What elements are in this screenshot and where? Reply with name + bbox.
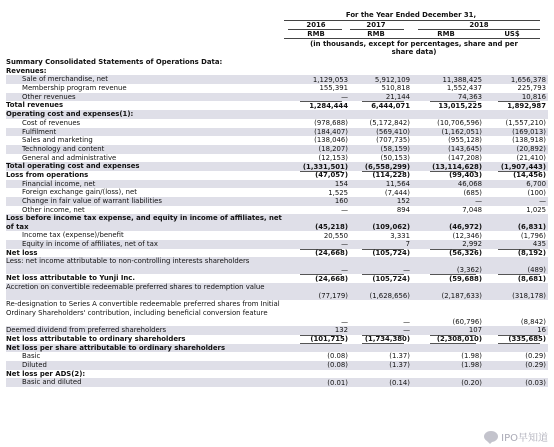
row-value: (50,153)	[380, 153, 410, 162]
table-row	[6, 206, 548, 215]
row-label: Operating cost and expenses(1):	[6, 110, 134, 119]
table-row	[6, 162, 548, 171]
row-value: (1.98)	[461, 361, 482, 370]
row-value: 3,331	[390, 231, 410, 240]
row-value: (1,331,501)	[302, 162, 348, 171]
row-value: (59,688)	[449, 274, 482, 283]
row-label: Equity in income of affiliates, net of tax	[22, 240, 158, 249]
row-label: Net loss per ADS(2):	[6, 369, 86, 378]
table-row	[6, 257, 548, 274]
table-row	[6, 352, 548, 361]
row-value: 894	[396, 205, 410, 214]
table-row	[6, 58, 548, 67]
row-value: (10,706,596)	[437, 119, 482, 128]
year-2018: 2018	[469, 21, 489, 29]
row-label: Foreign exchange gain/(loss), net	[22, 188, 137, 197]
row-value: (13,114,628)	[432, 162, 482, 171]
row-value: 1,025	[526, 205, 546, 214]
currency-rule	[284, 38, 540, 39]
table-row	[6, 93, 548, 102]
row-value: 510,818	[381, 84, 410, 93]
row-value: (114,228)	[372, 171, 410, 180]
row-label: Re-designation to Series A convertible redeemable preferred shares from Initial Ordinary Shareholders' contribution, including beneficial conversion feature	[6, 300, 280, 317]
row-value: (109,062)	[372, 222, 410, 231]
row-label: Deemed dividend from preferred shareholders	[6, 326, 167, 335]
currency-2016: RMB	[307, 30, 325, 38]
row-label: Diluted	[22, 360, 47, 369]
row-value: (707,735)	[376, 136, 410, 145]
row-value: (143,645)	[448, 145, 482, 154]
row-value: (105,724)	[372, 274, 410, 283]
table-row	[6, 84, 548, 93]
row-value: (24,668)	[315, 249, 348, 258]
row-value: (3,362)	[456, 266, 482, 275]
table-row	[6, 180, 548, 189]
row-label: Financial income, net	[22, 179, 96, 188]
table-row	[6, 67, 548, 76]
row-label: Summary Consolidated Statements of Operations Data:	[6, 58, 223, 66]
row-value: (0.01)	[327, 378, 348, 387]
row-value: (569,410)	[376, 127, 410, 136]
row-value: (0.20)	[461, 378, 482, 387]
row-value: 6,700	[526, 179, 546, 188]
row-label: Basic	[22, 352, 41, 361]
row-value: 21,144	[385, 93, 410, 102]
row-value: (24,668)	[315, 274, 348, 283]
row-value: (0.08)	[327, 361, 348, 370]
row-label: Loss from operations	[6, 170, 89, 179]
table-row	[6, 231, 548, 240]
row-value: 160	[334, 197, 348, 206]
row-label: Sales and marketing	[22, 136, 93, 145]
row-value: 154	[334, 179, 348, 188]
row-value: (6,831)	[517, 222, 546, 231]
row-value: 1,129,053	[312, 75, 348, 84]
table-row	[6, 75, 548, 84]
row-label: Loss before income tax expense, and equity in income of affiliates, net of tax	[6, 214, 282, 231]
row-value: —	[403, 266, 410, 275]
row-value: 435	[532, 240, 546, 249]
row-label: Accretion on convertible redeemable preferred shares to redemption value	[6, 283, 265, 292]
speech-bubble-icon	[484, 431, 498, 442]
row-value: (318,178)	[512, 291, 546, 300]
row-value: —	[341, 266, 348, 275]
row-label: Net loss per share attributable to ordinary shareholders	[6, 343, 226, 352]
row-value: —	[341, 205, 348, 214]
row-label: Less: net income attributable to non-controlling interests shareholders	[6, 257, 250, 266]
row-value: 1,892,987	[507, 101, 546, 110]
row-label: Fulfilment	[22, 127, 57, 136]
row-value: (8,681)	[517, 274, 546, 283]
row-value: 2,992	[462, 240, 482, 249]
row-value: (1.37)	[389, 352, 410, 361]
row-value: (8,842)	[520, 317, 546, 326]
row-value: (101,715)	[310, 335, 348, 344]
row-value: 20,550	[323, 231, 348, 240]
row-value: (47,057)	[315, 171, 348, 180]
row-value: —	[539, 197, 546, 206]
row-value: 1,656,378	[510, 75, 546, 84]
row-value: 225,793	[517, 84, 546, 93]
row-value: (0.08)	[327, 352, 348, 361]
row-value: (0.29)	[525, 361, 546, 370]
table-row	[6, 370, 548, 379]
row-label: Other income, net	[22, 205, 85, 214]
row-value: (7,444)	[384, 188, 410, 197]
row-value: (2,308,010)	[436, 335, 482, 344]
currency-usd: US$	[504, 30, 520, 38]
statement-table	[6, 58, 548, 387]
row-value: (489)	[527, 266, 546, 275]
row-value: (77,179)	[318, 291, 348, 300]
row-label: Net loss attributable to ordinary shareholders	[6, 334, 186, 343]
year-2017: 2017	[366, 21, 386, 29]
row-value: (60,796)	[452, 317, 482, 326]
table-row	[6, 300, 548, 326]
row-value: (169,013)	[512, 127, 546, 136]
table-row	[6, 283, 548, 300]
currency-2017: RMB	[367, 30, 385, 38]
row-value: 74,363	[457, 93, 482, 102]
row-value: (1,162,051)	[441, 127, 482, 136]
row-label: Other revenues	[22, 92, 76, 101]
row-value: (1,796)	[520, 231, 546, 240]
row-value: —	[341, 317, 348, 326]
table-row	[6, 274, 548, 283]
row-label: Net loss	[6, 248, 38, 257]
row-label: Sale of merchandise, net	[22, 75, 108, 84]
row-value: 10,816	[521, 93, 546, 102]
row-label: Revenues:	[6, 66, 47, 75]
currency-2018: RMB	[437, 30, 455, 38]
row-value: (1,557,210)	[505, 119, 546, 128]
row-value: (20,892)	[516, 145, 546, 154]
table-row	[6, 240, 548, 249]
row-value: 13,015,225	[438, 101, 482, 110]
row-value: 7,048	[462, 205, 482, 214]
row-value: 16	[537, 326, 546, 335]
table-row	[6, 197, 548, 206]
row-value: (147,208)	[448, 153, 482, 162]
row-value: 107	[468, 326, 482, 335]
table-row	[6, 188, 548, 197]
table-row	[6, 378, 548, 387]
table-row	[6, 119, 548, 128]
row-value: (2,187,633)	[441, 291, 482, 300]
row-value: (138,918)	[512, 136, 546, 145]
row-value: (184,407)	[314, 127, 348, 136]
row-label: Membership program revenue	[22, 84, 127, 93]
row-value: 132	[334, 326, 348, 335]
row-value: —	[341, 240, 348, 249]
row-value: (1.37)	[389, 361, 410, 370]
row-label: Total revenues	[6, 101, 64, 110]
row-label: Income tax (expense)/benefit	[22, 231, 124, 240]
row-label: Basic and diluted	[22, 378, 82, 387]
row-value: (0.03)	[525, 378, 546, 387]
row-value: (0.14)	[389, 378, 410, 387]
row-value: (99,403)	[449, 171, 482, 180]
row-value: (105,724)	[372, 249, 410, 258]
unit-note: (in thousands, except for percentages, share and per share data)	[310, 40, 518, 56]
row-value: 11,564	[385, 179, 410, 188]
row-value: —	[403, 317, 410, 326]
row-value: (18,207)	[318, 145, 348, 154]
row-label: Change in fair value of warrant liabilities	[22, 197, 162, 205]
row-label: General and administrative	[22, 153, 117, 162]
row-value: (0.29)	[525, 352, 546, 361]
watermark-text: IPO早知道	[501, 433, 548, 444]
period-header: For the Year Ended December 31,	[345, 11, 477, 19]
row-value: (6,558,299)	[364, 162, 410, 171]
table-row	[6, 344, 548, 353]
row-value: (685)	[463, 188, 482, 197]
row-label: Cost of revenues	[22, 118, 81, 127]
row-value: (14,456)	[513, 171, 546, 180]
table-row	[6, 110, 548, 119]
row-value: 6,444,071	[371, 101, 410, 110]
row-label: Technology and content	[22, 144, 105, 153]
row-value: —	[341, 93, 348, 102]
row-value: (21,410)	[516, 153, 546, 162]
row-value: (955,128)	[448, 136, 482, 145]
year-2016: 2016	[306, 21, 326, 29]
row-value: (100)	[527, 188, 546, 197]
row-value: (978,688)	[314, 119, 348, 128]
row-value: 5,912,109	[374, 75, 410, 84]
row-value: 152	[396, 197, 410, 206]
watermark	[484, 429, 548, 444]
row-value: (46,972)	[449, 222, 482, 231]
row-value: (58,159)	[380, 145, 410, 154]
row-value: (335,685)	[508, 335, 546, 344]
row-value: 11,388,425	[442, 75, 482, 84]
table-row	[6, 171, 548, 180]
table-row	[6, 326, 548, 335]
row-value: (1,907,443)	[500, 162, 546, 171]
row-value: (5,172,842)	[369, 119, 410, 128]
table-row	[6, 249, 548, 258]
row-value: 155,391	[319, 84, 348, 93]
table-row	[6, 101, 548, 110]
table-row	[6, 335, 548, 344]
table-row	[6, 145, 548, 154]
row-value: 1,552,437	[446, 84, 482, 93]
row-value: 1,525	[328, 188, 348, 197]
row-value: (12,346)	[452, 231, 482, 240]
row-value: 7	[405, 240, 410, 249]
row-value: (1.98)	[461, 352, 482, 361]
row-value: —	[475, 197, 482, 206]
table-row	[6, 136, 548, 145]
row-value: (1,734,380)	[364, 335, 410, 344]
row-value: (45,218)	[315, 222, 348, 231]
row-value: —	[403, 326, 410, 335]
table-row	[6, 128, 548, 137]
table-row	[6, 361, 548, 370]
row-value: (1,628,656)	[369, 291, 410, 300]
row-label: Total operating cost and expenses	[6, 162, 140, 171]
row-value: 46,068	[457, 179, 482, 188]
table-row	[6, 154, 548, 163]
row-value: (8,192)	[517, 249, 546, 258]
row-value: (138,046)	[314, 136, 348, 145]
table-row	[6, 214, 548, 231]
row-label: Net loss attributable to Yunji Inc.	[6, 274, 135, 283]
row-value: 1,284,444	[309, 101, 348, 110]
row-value: (12,153)	[318, 153, 348, 162]
row-value: (56,326)	[449, 249, 482, 258]
